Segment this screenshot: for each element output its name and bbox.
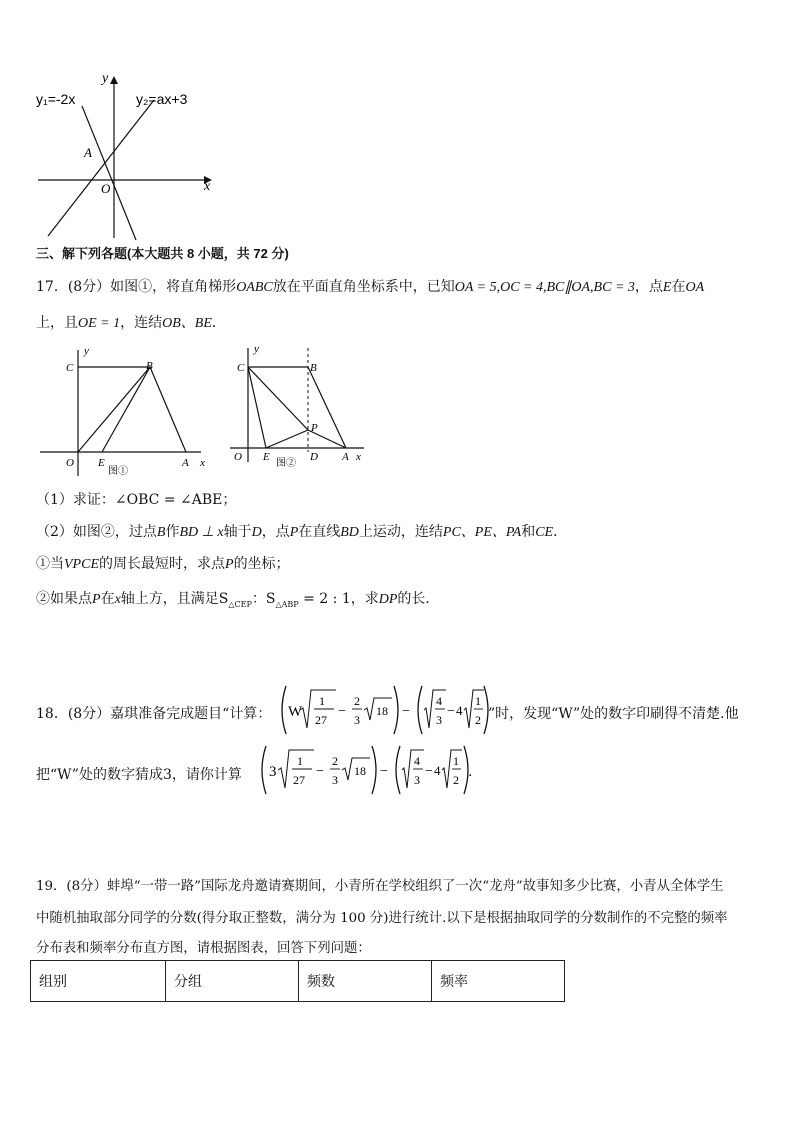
figure-1 (36, 340, 216, 480)
svg-text:18: 18 (376, 704, 388, 718)
svg-text:−: − (447, 704, 455, 719)
svg-text:1: 1 (453, 754, 459, 768)
svg-text:B: B (310, 362, 317, 374)
svg-text:O: O (234, 451, 242, 463)
section-heading: 三、解下列各题(本大题共 8 小题，共 72 分) (36, 246, 289, 261)
table-header-cell: 频率 (432, 961, 565, 1002)
svg-text:A: A (342, 451, 349, 463)
svg-text:P: P (311, 422, 318, 434)
svg-text:1: 1 (297, 754, 303, 768)
table-header-cell: 频数 (299, 961, 432, 1002)
svg-text:−: − (425, 764, 433, 779)
svg-text:3: 3 (332, 773, 338, 787)
q17-line2: 上，且OE = 1，连结OB、BE． (36, 315, 226, 331)
svg-text:2: 2 (453, 773, 459, 787)
svg-text:A: A (182, 457, 189, 469)
q17-line1: 17．(8分）如图①，将直角梯形OABC放在平面直角坐标系中，已知OA = 5,OC = 4,BC∥OA,BC = 3，点E在OA (36, 279, 705, 295)
q18-line2-text-b: . (468, 764, 473, 780)
q18-expression-1 (278, 684, 488, 736)
q17-sub1: （1）求证：∠OBC = ∠ABE； (36, 492, 237, 508)
q19-line3: 分布表和频率分布直方图，请根据图表，回答下列问题： (36, 941, 371, 956)
q17-case2: ②如果点P在x轴上方，且满足$S_{\triangle CEP}$：$S_{\triangle ABP} = 2$ : 1，求DP的长． (36, 591, 440, 609)
svg-text:27: 27 (315, 713, 327, 727)
svg-text:4: 4 (414, 754, 420, 768)
y2-label: y₂=ax+3 (136, 91, 188, 107)
q18-line1-text-b: ”时，发现“W”处的数字印刷得不清楚.他 (488, 706, 739, 722)
point-a-label: A (84, 145, 92, 160)
q19-line1: 19．(8分）蚌埠“一带一路”国际龙舟邀请赛期间，小青所在学校组织了一次“龙舟”故事知多少比赛，小青从全体学生 (36, 879, 724, 894)
table-header-cell: 组别 (31, 961, 166, 1002)
table-header-cell: 分组 (166, 961, 299, 1002)
q19-line2: 中随机抽取部分同学的分数(得分取正整数，满分为 100 分)进行统计.以下是根据抽取同学的分数制作的不完整的频率 (36, 911, 728, 926)
q17-case1: ①当VPCE的周长最短时，求点P的坐标； (36, 556, 290, 572)
q17-sub2: （2）如图②，过点B作BD ⊥ x轴于D，点P在直线BD上运动，连结PC、PE、PA和CE． (36, 524, 568, 540)
svg-text:2: 2 (354, 694, 360, 708)
svg-text:y: y (254, 343, 259, 355)
svg-text:2: 2 (475, 713, 481, 727)
svg-text:3: 3 (414, 773, 420, 787)
svg-text:E: E (98, 457, 105, 469)
svg-text:x: x (356, 451, 361, 463)
linear-functions-graph (30, 66, 220, 246)
svg-text:3: 3 (269, 764, 277, 780)
table-header-row (31, 961, 565, 1002)
line-y1 (82, 106, 136, 240)
svg-text:D: D (310, 451, 318, 463)
svg-text:W: W (288, 704, 303, 720)
svg-text:2: 2 (332, 754, 338, 768)
origin-label: O (101, 181, 111, 196)
q18-line1-text-a: 18．(8分）嘉琪准备完成题目“计算： (36, 706, 272, 722)
y-axis-arrow (110, 76, 118, 84)
y1-label: y₁=-2x (36, 91, 76, 107)
svg-text:C: C (237, 362, 245, 374)
svg-text:B: B (146, 360, 153, 372)
svg-text:1: 1 (475, 694, 481, 708)
fig1-caption: 图① (108, 466, 128, 477)
svg-text:1: 1 (319, 694, 325, 708)
line-y2 (48, 100, 154, 236)
svg-text:4: 4 (436, 694, 442, 708)
svg-text:O: O (66, 457, 74, 469)
svg-text:3: 3 (436, 713, 442, 727)
svg-text:18: 18 (354, 764, 366, 778)
y-axis-label: y (102, 71, 109, 86)
svg-text:27: 27 (293, 773, 305, 787)
svg-text:−: − (380, 764, 388, 779)
figure-2 (226, 340, 376, 470)
x-axis-label: x (204, 179, 211, 194)
svg-text:x: x (200, 457, 205, 469)
fig2-caption: 图② (276, 458, 296, 469)
svg-text:y: y (84, 345, 89, 357)
q18-expression-2 (258, 744, 473, 796)
svg-text:4: 4 (456, 703, 463, 718)
svg-text:3: 3 (354, 713, 360, 727)
q18-line2-text-a: 把“W”处的数字猜成3，请你计算 (36, 767, 242, 783)
frequency-table (30, 960, 565, 1002)
svg-text:C: C (66, 362, 74, 374)
svg-text:4: 4 (434, 763, 441, 778)
svg-text:−: − (402, 704, 410, 719)
svg-text:E: E (263, 451, 270, 463)
svg-text:−: − (316, 764, 324, 779)
svg-text:−: − (338, 704, 346, 719)
